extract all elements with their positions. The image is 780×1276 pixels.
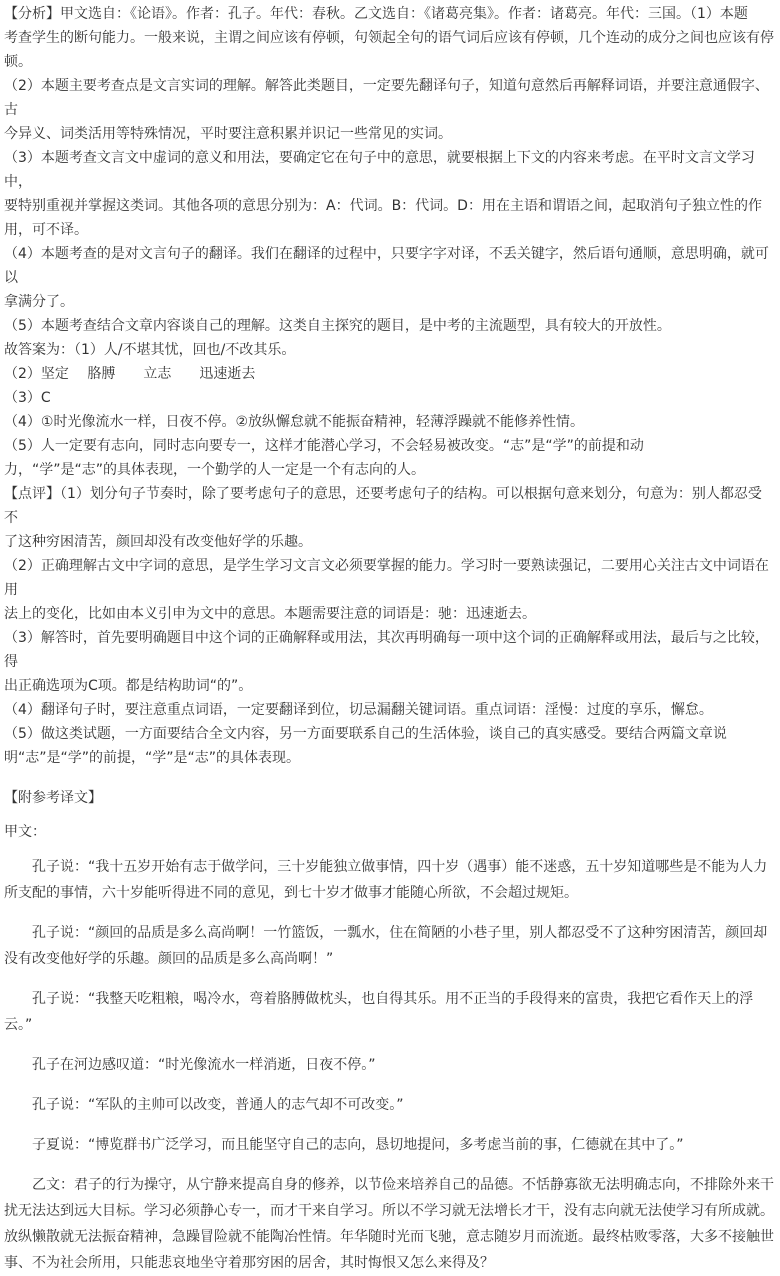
translation-paragraph: 孔子说：“我整天吃粗粮，喝冷水，弯着胳膊做枕头，也自得其乐。用不正当的手段得来的富贵，我把它看作天上的浮云。” [4,991,754,1033]
comment-line: 明“志”是“学”的前提，“学”是“志”的具体表现。 [4,750,301,766]
answer-line: （2）坚定 胳膊 立志 迅速逝去 [4,366,256,382]
translation-paragraph: 孔子说：“我十五岁开始有志于做学问，三十岁能独立做事情，四十岁（遇事）能不迷惑，五十岁知道哪些是不能为人力所支配的事情，六十岁能听得进不同的意见，到七十岁才做事才能随心所欲，不会超过规矩。 [4,859,768,901]
analysis-line: 【分析】甲文选自：《论语》。作者：孔子。年代：春秋。乙文选自：《诸葛亮集》。作者：诸葛亮。年代：三国。（1）本题 [4,6,748,22]
answer-line: （5）人一定要有志向，同时志向要专一，这样才能潜心学习，不会轻易被改变。“志”是“学”的前提和动 [4,438,644,454]
comment-line: 【点评】（1）划分句子节奏时，除了要考虑句子的意思，还要考虑句子的结构。可以根据句意来划分，句意为：别人都忍受不 [4,486,762,526]
answers-section [4,338,774,482]
translation-paragraph: 孔子在河边感叹道：“时光像流水一样消逝，日夜不停。” [32,1057,376,1073]
analysis-line: 今异义、词类活用等特殊情况，平时要注意积累并识记一些常见的实词。 [4,126,452,142]
translation-section [4,854,774,1276]
translation-paragraph: 孔子说：“颜回的品质是多么高尚啊！一竹篮饭，一瓢水，住在简陋的小巷子里，别人都忍受不了这种穷困清苦，颜回却没有改变他好学的乐趣。颜回的品质是多么高尚啊！” [4,925,768,967]
jia-label: 甲文： [4,824,46,840]
translation-paragraph: 子夏说：“博览群书广泛学习，而且能坚守自己的志向，恳切地提问，多考虑当前的事，仁德就在其中了。” [32,1137,684,1153]
answer-line: （3）C [4,390,51,406]
translation-paragraph: 孔子说：“军队的主帅可以改变，普通人的志气却不可改变。” [32,1097,404,1113]
comment-line: （3）解答时，首先要明确题目中这个词的正确解释或用法，其次再明确每一项中这个词的正确解释或用法，最后与之比较，得 [4,630,769,670]
reference-title: 【附参考译文】 [4,790,102,806]
comment-line: （2）正确理解古文中字词的意思，是学生学习文言文必须要掌握的能力。学习时一要熟读强记，二要用心关注古文中词语在用 [4,558,769,598]
comment-line: （4）翻译句子时，要注意重点词语，一定要翻译到位，切忌漏翻关键词语。重点词语：淫慢：过度的享乐，懈怠。 [4,702,713,718]
analysis-line: 用，可不译。 [4,222,88,238]
analysis-section [4,2,774,338]
analysis-line: （5）本题考查结合文章内容谈自己的理解。这类自主探究的题目，是中考的主流题型，具有较大的开放性。 [4,318,671,334]
comments-section [4,482,774,770]
answer-line: 力，“学”是“志”的具体表现，一个勤学的人一定是一个有志向的人。 [4,462,426,478]
answer-line: （4）①时光像流水一样，日夜不停。②放纵懈怠就不能振奋精神，轻薄浮躁就不能修养性情。 [4,414,585,430]
analysis-line: 拿满分了。 [4,294,74,310]
comment-line: （5）做这类试题，一方面要结合全文内容，另一方面要联系自己的生活体验，谈自己的真实感受。要结合两篇文章说 [4,726,727,742]
comment-line: 出正确选项为C项。都是结构助词“的”。 [4,678,253,694]
analysis-line: 要特别重视并掌握这类词。其他各项的意思分别为：A：代词。B：代词。D：用在主语和谓语之间，起取消句子独立性的作 [4,198,762,214]
analysis-line: （3）本题考查文言文中虚词的意义和用法，要确定它在句子中的意思，就要根据上下文的内容来考虑。在平时文言文学习中， [4,150,755,190]
answer-line: 故答案为：（1）人/不堪其忧，回也/不改其乐。 [4,342,296,358]
translation-paragraph: 乙文：君子的行为操守，从宁静来提高自身的修养，以节俭来培养自己的品德。不恬静寡欲无法明确志向，不排除外来干扰无法达到远大目标。学习必须静心专一，而才干来自学习。所以不学习就无法增长才干，没有志向就无法使学习有所成就。放纵懒散就无法振奋精神，急躁冒险就不能陶冶性情。年华随时光而飞驰，意志随岁月而流逝。最终枯败零落，大多不接触世事、不为社会所用，只能悲哀地坐守着那穷困的居舍，其时悔恨又怎么来得及？ [4,1177,774,1271]
analysis-line: 考查学生的断句能力。一般来说，主谓之间应该有停顿，句领起全句的语气词后应该有停顿，几个连动的成分之间也应该有停 [4,30,774,46]
analysis-line: （4）本题考查的是对文言句子的翻译。我们在翻译的过程中，只要字字对译，不丢关键字，然后语句通顺，意思明确，就可以 [4,246,769,286]
analysis-line: 顿。 [4,54,32,70]
comment-line: 法上的变化，比如由本义引申为文中的意思。本题需要注意的词语是：驰：迅速逝去。 [4,606,536,622]
analysis-line: （2）本题主要考查点是文言实词的理解。解答此类题目，一定要先翻译句子，知道句意然后再解释词语，并要注意通假字、古 [4,78,769,118]
comment-line: 了这种穷困清苦，颜回却没有改变他好学的乐趣。 [4,534,312,550]
